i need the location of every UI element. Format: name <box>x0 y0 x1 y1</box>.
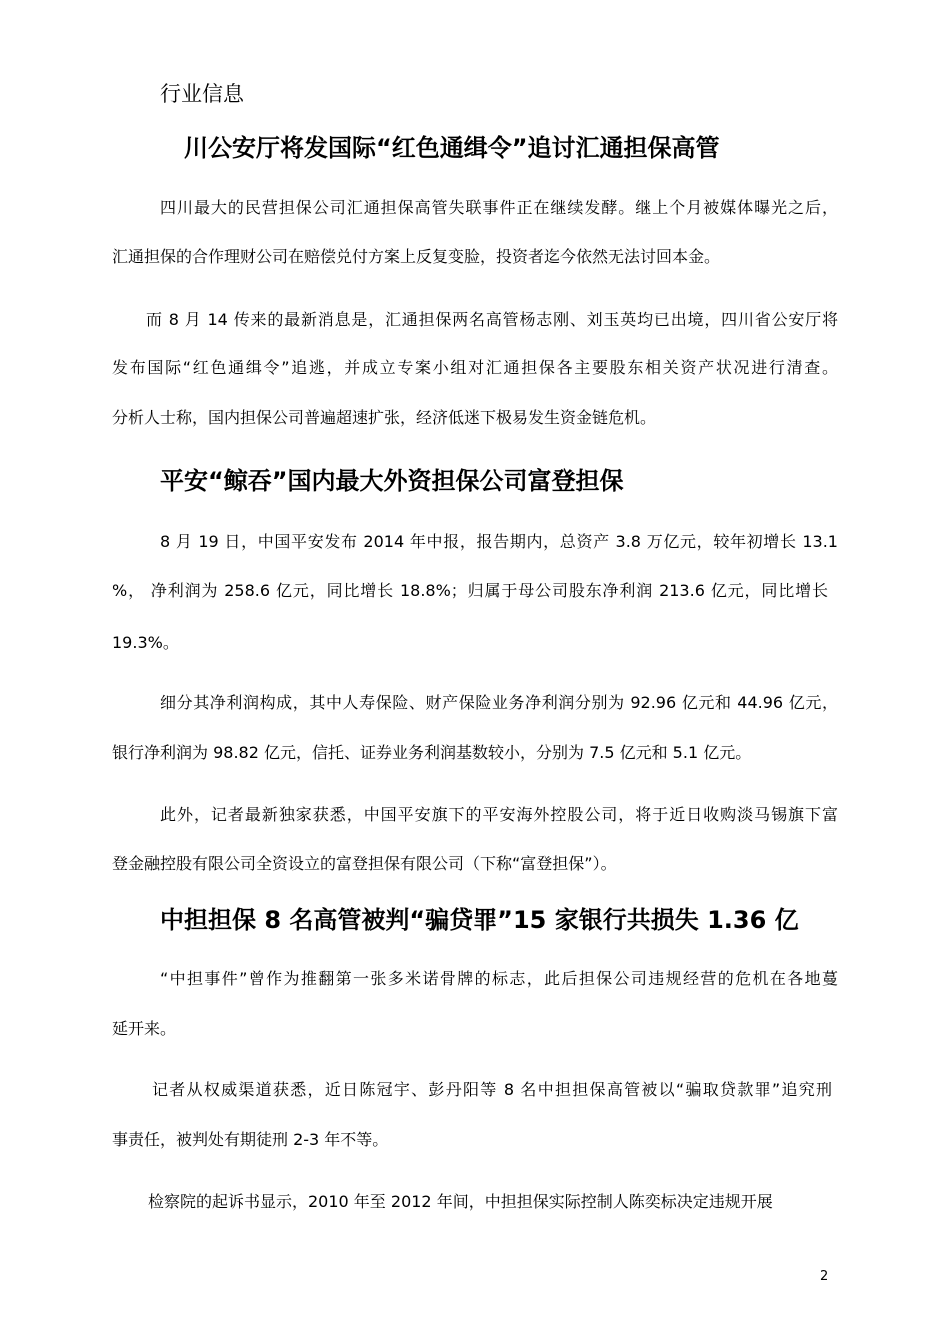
article-1-line-5: 分析人士称，国内担保公司普遍超速扩张，经济低迷下极易发生资金链危机。 <box>112 408 657 427</box>
article-2-line-4: 细分其净利润构成，其中人寿保险、财产保险业务净利润分别为 92.96 亿元和 44.96 亿元， <box>160 693 838 712</box>
article-2-title: 平安“鲸吞”国内最大外资担保公司富登担保 <box>160 467 624 495</box>
article-2-line-6: 此外，记者最新独家获悉，中国平安旗下的平安海外控股公司，将于近日收购淡马锡旗下富 <box>160 805 838 824</box>
article-1-line-2: 汇通担保的合作理财公司在赔偿兑付方案上反复变脸，投资者迄今依然无法讨回本金。 <box>112 247 721 266</box>
article-2-line-1: 8 月 19 日，中国平安发布 2014 年中报，报告期内，总资产 3.8 万亿元，较年初增长 13.1 <box>160 532 838 551</box>
article-3-line-2: 延开来。 <box>112 1019 177 1038</box>
section-label: 行业信息 <box>160 82 244 106</box>
article-3-line-1: “中担事件”曾作为推翻第一张多米诺骨牌的标志，此后担保公司违规经营的危机在各地蔓 <box>160 969 838 988</box>
article-1-line-3: 而 8 月 14 传来的最新消息是，汇通担保两名高管杨志刚、刘玉英均已出境，四川省公安厅将 <box>146 310 838 329</box>
article-2-line-7: 登金融控股有限公司全资设立的富登担保有限公司（下称“富登担保”）。 <box>112 854 617 873</box>
article-2-line-5: 银行净利润为 98.82 亿元，信托、证券业务利润基数较小，分别为 7.5 亿元和 5.1 亿元。 <box>112 743 752 762</box>
article-2-line-3: 19.3%。 <box>112 633 179 652</box>
page-number: 2 <box>820 1269 829 1284</box>
article-3-line-4: 事责任，被判处有期徒刑 2-3 年不等。 <box>112 1130 389 1149</box>
article-1-title: 川公安厅将发国际“红色通缉令”追讨汇通担保高管 <box>184 134 720 162</box>
article-3-title: 中担担保 8 名高管被判“骗贷罪”15 家银行共损失 1.36 亿 <box>160 906 799 934</box>
article-3-line-3: 记者从权威渠道获悉，近日陈冠宇、彭丹阳等 8 名中担担保高管被以“骗取贷款罪”追究刑 <box>152 1080 832 1099</box>
article-1-line-4: 发布国际“红色通缉令”追逃，并成立专案小组对汇通担保各主要股东相关资产状况进行清查。 <box>112 358 838 377</box>
article-2-line-2: %， 净利润为 258.6 亿元，同比增长 18.8%；归属于母公司股东净利润 213.6 亿元，同比增长 <box>112 581 828 600</box>
article-1-line-1: 四川最大的民营担保公司汇通担保高管失联事件正在继续发酵。继上个月被媒体曝光之后， <box>160 198 838 217</box>
article-3-line-5: 检察院的起诉书显示，2010 年至 2012 年间，中担担保实际控制人陈奕标决定违规开展 <box>148 1192 773 1211</box>
